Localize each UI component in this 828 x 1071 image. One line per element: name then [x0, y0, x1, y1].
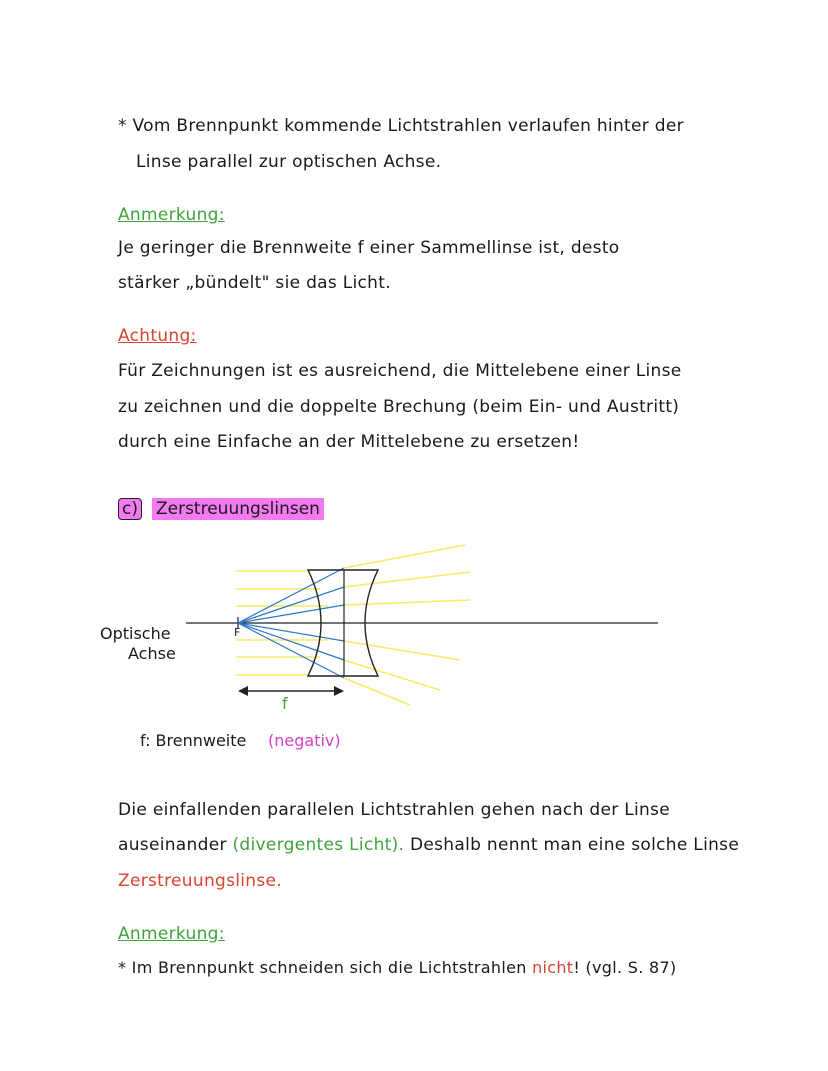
note2-line	[118, 958, 676, 977]
note2-line-c: ! (vgl. S. 87)	[573, 958, 677, 977]
note2-line-b: nicht	[532, 958, 574, 977]
note-heading: Anmerkung:	[118, 205, 225, 225]
paragraph-line-1: Die einfallenden parallelen Lichtstrahlen gehen nach der Linse	[118, 800, 670, 820]
note-line-2: stärker „bündelt" sie das Licht.	[118, 273, 391, 293]
legend-negativ: (negativ)	[268, 731, 341, 750]
axis-label-line-2: Achse	[128, 644, 176, 663]
note-line-1: Je geringer die Brennweite f einer Sammellinse ist, desto	[118, 238, 620, 258]
focus-label: F	[234, 626, 241, 639]
paragraph-line-2-c: Deshalb nennt man eine solche Linse	[409, 835, 740, 855]
warning-line-2: zu zeichnen und die doppelte Brechung (beim Ein- und Austritt)	[118, 397, 680, 417]
legend-brennweite: f: Brennweite	[140, 731, 247, 750]
focal-length-label: f	[282, 694, 288, 713]
note2-line-a: * Im Brennpunkt schneiden sich die Lichtstrahlen	[118, 958, 527, 977]
note2-heading: Anmerkung:	[118, 924, 225, 944]
bullet-text-line-1: * Vom Brennpunkt kommende Lichtstrahlen verlaufen hinter der	[118, 116, 684, 136]
paragraph-line-2	[118, 835, 739, 855]
outgoing-rays	[344, 545, 470, 705]
paragraph-line-3: Zerstreuungslinse.	[118, 871, 283, 891]
warning-line-1: Für Zeichnungen ist es ausreichend, die Mittelebene einer Linse	[118, 361, 682, 381]
axis-label-line-1: Optische	[100, 624, 171, 643]
warning-heading: Achtung:	[118, 326, 197, 346]
section-title: Zerstreuungslinsen	[152, 498, 324, 520]
arrowhead-right	[334, 686, 344, 696]
section-letter: c)	[118, 498, 142, 520]
paragraph-line-2-a: auseinander	[118, 835, 227, 855]
paragraph-line-2-b: (divergentes Licht).	[232, 835, 405, 855]
warning-line-3: durch eine Einfache an der Mittelebene zu ersetzen!	[118, 432, 580, 452]
arrowhead-left	[238, 686, 248, 696]
bullet-text-line-2: Linse parallel zur optischen Achse.	[136, 152, 442, 172]
